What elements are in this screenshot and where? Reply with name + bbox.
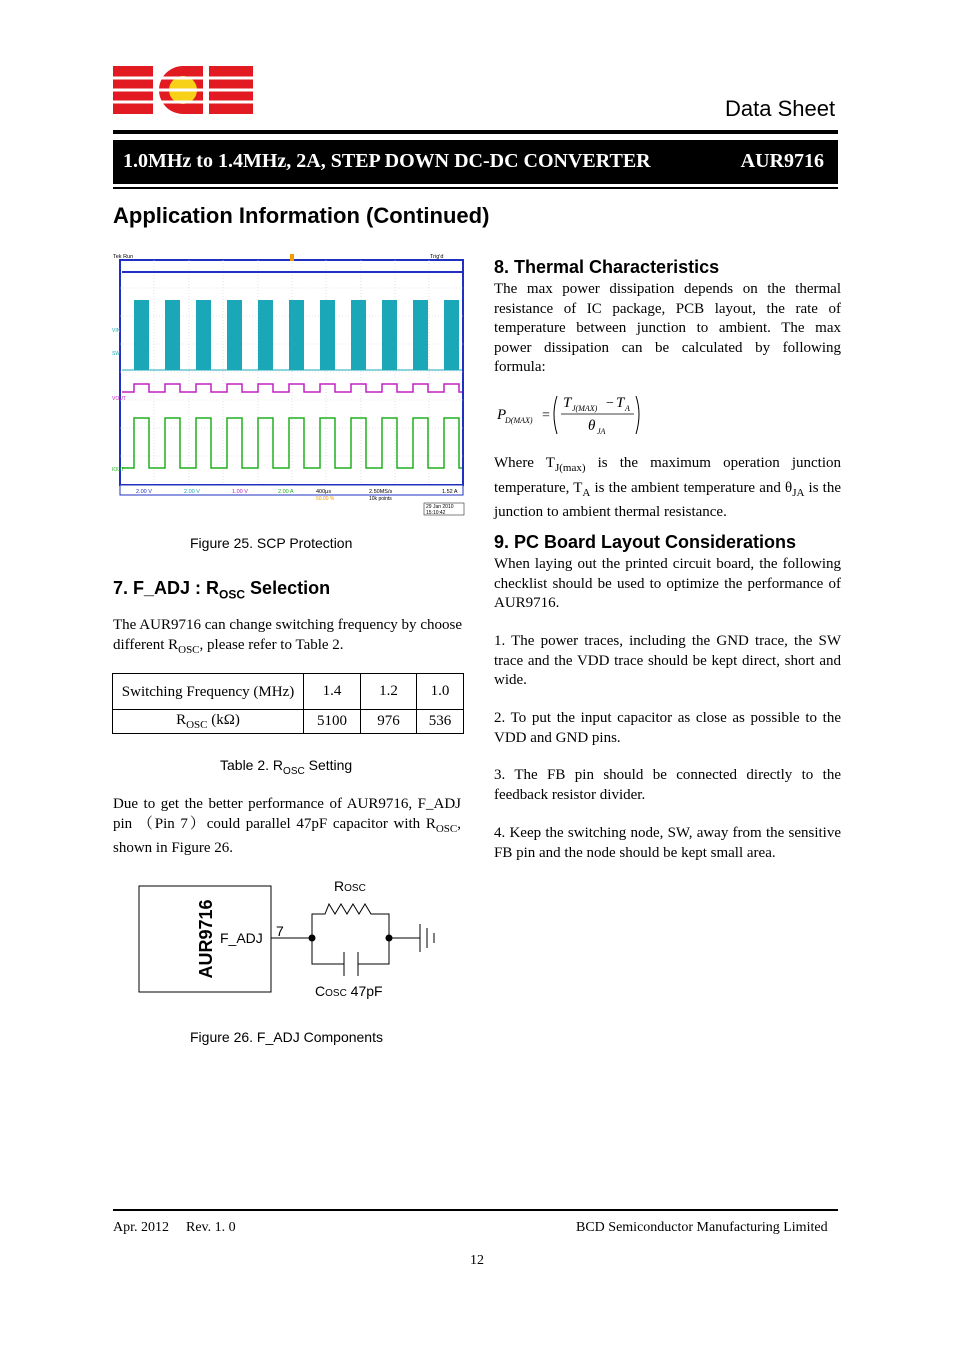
rosc-label-sub: OSC [344, 883, 366, 894]
readout-ch2: 2.00 V [184, 489, 200, 495]
ch-label-vout: VOUT [112, 396, 126, 402]
cosc-wires [312, 938, 389, 964]
s7-para2-a: Due to get the better performance of AUR9716, F_ADJ pin （Pin 7）could parallel 47pF capacitor with R [113, 796, 461, 832]
table2-caption-sub: OSC [283, 765, 305, 777]
table-cell-rosc-0: 5100 [304, 710, 361, 734]
header-rule-top [113, 130, 838, 134]
section-title: Application Information (Continued) [113, 203, 490, 228]
s8-title: 8. Thermal Characteristics [494, 257, 720, 277]
s7-title-a: 7. F_ADJ : R [113, 578, 220, 598]
title-bar [113, 140, 838, 184]
formula-ta: T [616, 395, 625, 411]
footer-date: Apr. 2012 [113, 1220, 169, 1235]
scope-time: 15:10:42 [426, 510, 446, 516]
s7-title [113, 578, 330, 602]
formula-minus: − [606, 396, 614, 411]
cosc-label-a: C [315, 983, 326, 999]
readout-ch4: 2.00 A [278, 489, 294, 495]
s8-para2-d: is the junction to ambient thermal resistance. [494, 479, 841, 520]
formula-graphic [494, 388, 654, 442]
s7-para2-b: , shown in Figure 26. [113, 815, 461, 856]
fadj-schematic [130, 872, 450, 1007]
table-label-freq: Switching Frequency (MHz) [113, 674, 304, 710]
table-cell-rosc-2: 536 [417, 710, 464, 734]
s9-item-1: 1. The power traces, including the GND trace, the SW trace and the VDD trace should be kept direct, short and wide. [494, 633, 841, 688]
formula-paren-left [554, 396, 557, 434]
table-cell-freq-0: 1.4 [304, 674, 361, 710]
scope-grid-frame [120, 260, 463, 485]
s7-para2 [113, 795, 461, 859]
s7-title-b: Selection [245, 578, 331, 598]
cosc-label-b: 47pF [346, 983, 383, 999]
pdmax-formula [494, 388, 654, 447]
footer-rev: Rev. 1. 0 [186, 1220, 236, 1235]
cosc-label [315, 983, 383, 999]
s7-para1-a: The AUR9716 can change switching frequency by choose different R [113, 617, 462, 653]
table-label-rosc-a: R [176, 712, 187, 728]
page-number: 12 [470, 1253, 484, 1268]
table-label-rosc [113, 710, 304, 734]
cosc-label-sub: OSC [325, 988, 347, 999]
table-cell-freq-1: 1.2 [361, 674, 417, 710]
footer-rule [113, 1209, 838, 1211]
s8-para2-sub1: J(max) [554, 462, 586, 474]
formula-t-sub: J(MAX) [572, 404, 598, 413]
fig25-caption: Figure 25. SCP Protection [190, 535, 353, 551]
s9-item-4: 4. Keep the switching node, SW, away from the sensitive FB pin and the node should be kept small area. [494, 825, 841, 861]
scope-screenshot [112, 252, 467, 522]
table2-caption-a: Table 2. R [220, 757, 284, 773]
readout-trigpos: 50.00 % [316, 496, 335, 502]
s9-title: 9. PC Board Layout Considerations [494, 532, 797, 552]
table-label-rosc-sub: OSC [186, 719, 208, 731]
rosc-label [334, 878, 366, 894]
table2-caption-b: Setting [304, 757, 353, 773]
table-label-rosc-b: (kΩ) [207, 712, 240, 728]
table-cell-rosc-1: 976 [361, 710, 417, 734]
table-row-freq [113, 674, 464, 710]
trigger-marker [290, 254, 294, 261]
formula-ta-sub: A [625, 404, 630, 413]
s8-para2-b: is the maximum operation junction temperature, T [494, 455, 841, 496]
pin-number: 7 [276, 923, 284, 939]
scope-date: 29 Jan 2010 [426, 504, 454, 510]
s9-intro: When laying out the printed circuit board, the following checklist should be used to optimize the performance of AUR9716. [494, 556, 841, 611]
ic-label: AUR9716 [196, 899, 216, 979]
ch-label-iout: IOUT [112, 467, 124, 473]
s7-para1-b: , please refer to Table 2. [199, 636, 344, 653]
formula-eq: = [542, 408, 550, 423]
formula-theta: θ [588, 418, 596, 434]
s8-para2-sub2: A [582, 486, 591, 499]
ground-icon [420, 924, 434, 952]
header-rule-bottom [113, 187, 838, 189]
formula-p: P [497, 407, 507, 423]
readout-triglevel: 1.52 A [442, 489, 458, 495]
doc-type: Data Sheet [725, 96, 836, 121]
s8-para2-a: Where T [494, 455, 555, 471]
readout-points: 10k points [369, 496, 392, 502]
s7-para1 [113, 616, 462, 660]
table-row-rosc [113, 710, 464, 734]
pin-name: F_ADJ [220, 930, 263, 946]
fig26-caption: Figure 26. F_ADJ Components [190, 1029, 383, 1045]
ch-label-sw: SW [112, 351, 121, 357]
s8-para1: The max power dissipation depends on the thermal resistance of IC package, PCB layout, the rate of temperature between junction to ambient. The max power dissipation can be calculated by following formula: [494, 281, 841, 375]
table2-caption [220, 757, 352, 777]
formula-paren-right [636, 396, 639, 434]
fadj-schematic-graphic [130, 872, 450, 1002]
readout-timebase: 400μs [316, 489, 332, 495]
s7-title-sub: OSC [219, 587, 246, 602]
rosc-resistor [312, 904, 389, 938]
s8-para2 [494, 454, 841, 523]
scope-graphic [112, 252, 467, 517]
ch-label-vin: VIN [112, 328, 121, 334]
footer-company: BCD Semiconductor Manufacturing Limited [576, 1220, 828, 1235]
s7-para2-sub: OSC [435, 822, 458, 835]
formula-p-sub: D(MAX) [505, 416, 533, 425]
table-cell-freq-2: 1.0 [417, 674, 464, 710]
rosc-label-a: R [334, 878, 345, 894]
formula-theta-sub: JA [597, 427, 606, 436]
s7-para1-sub: OSC [178, 643, 200, 656]
s9-item-2: 2. To put the input capacitor as close as possible to the VDD and GND pins. [494, 710, 841, 746]
readout-samplerate: 2.50MS/s [369, 489, 393, 495]
bcd-logo-graphic [113, 64, 255, 116]
formula-t: T [563, 395, 572, 411]
s8-para2-c: is the ambient temperature and θ [590, 479, 793, 496]
s8-para2-sub3: JA [792, 486, 805, 499]
scope-trig-label: Trig'd [430, 254, 444, 260]
readout-ch1: 2.00 V [136, 489, 152, 495]
rosc-table [112, 673, 464, 734]
bcd-logo [113, 64, 255, 121]
doc-title: 1.0MHz to 1.4MHz, 2A, STEP DOWN DC-DC CONVERTER [123, 150, 651, 172]
part-number: AUR9716 [740, 150, 824, 172]
s9-item-3: 3. The FB pin should be connected directly to the feedback resistor divider. [494, 767, 841, 803]
scope-tek-label: Tek Run [113, 254, 134, 260]
readout-ch3: 1.00 V [232, 489, 248, 495]
